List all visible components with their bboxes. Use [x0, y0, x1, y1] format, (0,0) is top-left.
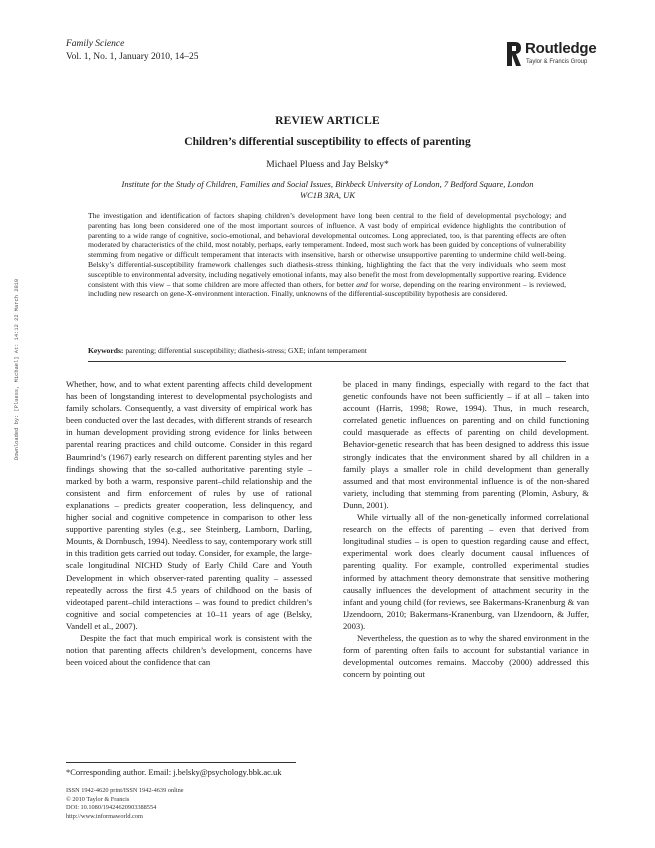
body-paragraph: be placed in many findings, especially with regard to the fact that genetic confounds have not been sufficiently – if at all – taken into account (Harris, 1998; Rowe, 1994). Thus, in much research, correlated genetic influences on parenting and on child functioning could masquerade as effects of parenting on child development. Behavior-genetic research that has been designed to address this issue strongly indicates that the environment shared by all children in a family plays a smaller role in child development than generally assumed and that most environmental influence is of the non-shared variety, including that stemming from parenting (Plomin, Asbury, & Dunn, 2001). [343, 379, 589, 510]
corresponding-author-note: *Corresponding author. Email: j.belsky@psychology.bbk.ac.uk [66, 767, 282, 777]
body-paragraph: Whether, how, and to what extent parenting affects child development has been of longstanding interest to developmental psychologists and family scholars. Consequently, a vast diversity of empirical work has been conducted over the last decades, with different strands of research in human development providing strong evidence for links between parental rearing practices and child outcome. Consider in this regard Baumrind’s (1967) early research on different parenting styles and her findings showing that the so-called authoritative parenting style – marked by both a warm, responsive parent–child relationship and the consistent and firm enforcement of rules by use of rational explanations – predicts greater cooperation, less delinquency, and higher social and cognitive competence in comparison to other less supportive parenting styles (e.g., see Steinberg, Lamborn, Darling, Mounts, & Dornbusch, 1994). Needless to say, contemporary work still in this tradition gets carried out today. Consider, for example, the large-scale longitudinal NICHD Study of Early Child Care and Youth Development in which observer-rated parenting quality – assessed repeatedly across the first 4.5 years of childhood on the basis of videotaped parent–child interactions – was found to predict children’s cognitive and social competencies at 10–11 years of age (Belsky, Vandell et al., 2007). [66, 379, 312, 631]
publisher-name: Routledge [525, 40, 597, 57]
keywords-label: Keywords: [88, 346, 124, 355]
article-authors: Michael Pluess and Jay Belsky* [266, 160, 389, 170]
author-affiliation: Institute for the Study of Children, Families and Social Issues, Birkbeck University of London, 7 Bedford Square, London WC1B 3RA, UK [121, 179, 534, 200]
journal-citation: Vol. 1, No. 1, January 2010, 14–25 [66, 51, 199, 62]
publication-meta [66, 787, 184, 821]
body-column-left [66, 378, 312, 668]
abstract [88, 211, 566, 299]
article-type: REVIEW ARTICLE [275, 115, 380, 127]
doi: DOI: 10.1080/19424620903388554 [66, 804, 157, 812]
routledge-logo-icon [505, 40, 523, 68]
copyright: © 2010 Taylor & Francis [66, 795, 130, 803]
journal-header [66, 38, 199, 63]
download-stamp: Downloaded by: [Pluess, Michael] At: 14:12 22 March 2010 [14, 278, 20, 460]
abstract-text-2: for worse, depending on the rearing environment – is reviewed, including new research on gene-X-environment interaction. Finally, unknowns of the differential-susceptibility hypothesis are considered. [88, 279, 566, 299]
publisher-url[interactable]: http://www.informaworld.com [66, 812, 143, 820]
keywords [88, 346, 566, 355]
abstract-emphasis: and [356, 279, 368, 289]
issn: ISSN 1942-4620 print/ISSN 1942-4639 online [66, 787, 184, 794]
footnote-divider [66, 762, 296, 763]
journal-name: Family Science [66, 39, 125, 49]
publisher-logo [505, 40, 600, 76]
body-paragraph: Nevertheless, the question as to why the shared environment in the form of parenting often fails to account for substantial variance in developmental outcomes remains. Maccoby (2000) addressed this concern by pointing out [343, 632, 589, 680]
body-column-right [343, 378, 589, 680]
body-paragraph: Despite the fact that much empirical work is consistent with the notion that parenting affects children’s development, concerns have been voiced about the confidence that can [66, 632, 312, 668]
publisher-tagline: Taylor & Francis Group [526, 59, 588, 65]
abstract-text-1: The investigation and identification of factors shaping children’s development have long been central to the field of developmental psychology; and parenting has long been considered one of the most important sources of influence. A vast body of empirical evidence highlights the contribution of parenting to a wide range of cognitive, socio-emotional, and behavioral developmental outcomes. Long appreciated, too, is that parenting effects are often moderated by characteristics of the child, most notably, perhaps, early temperament. Indeed, most such work has been guided by conceptions of vulnerability stemming from negative or difficult temperament that interacts with insensitive, harsh or otherwise unsupportive parenting to undermine child well-being. Belsky’s differential-susceptibility framework challenges such diathesis-stress thinking, highlighting the fact that the very individuals who seem most susceptible to environmental adversity, including negatively emotional infants, may also benefit the most from developmentally supportive rearing. Evidence consistent with this view – that some children are more affected than others, for better [88, 211, 566, 289]
abstract-divider [88, 361, 566, 362]
body-paragraph: While virtually all of the non-genetically informed correlational research on the effects of parenting – even that derived from longitudinal studies – is open to question regarding cause and effect, experimental work does clearly document causal influences of parenting quality. For example, controlled experimental studies informed by attachment theory demonstrate that sensitive mothering causally influences the development of attachment security in the infant and young child (for reviews, see Bakermans-Kranenburg & van IJzendoorn, 2010; Bakermans-Kranenburg, van IJzendoorn, & Juffer, 2003). [343, 512, 589, 631]
keywords-text: parenting; differential susceptibility; diathesis-stress; GXE; infant temperament [125, 346, 367, 355]
article-title: Children’s differential susceptibility to effects of parenting [184, 136, 471, 148]
